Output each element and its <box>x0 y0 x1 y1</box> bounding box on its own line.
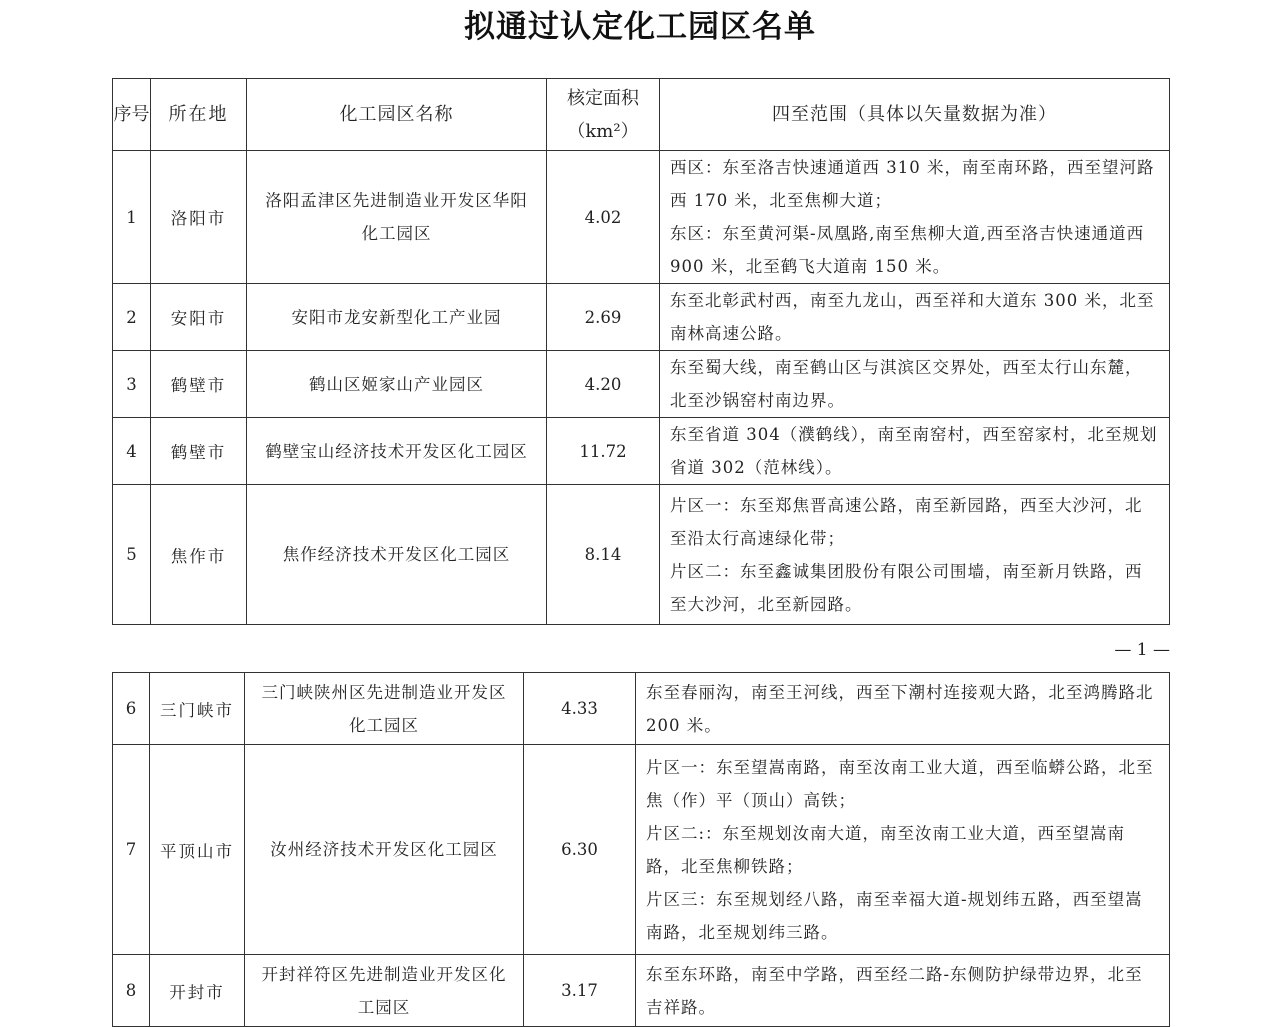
row-area: 11.72 <box>547 418 660 485</box>
row-range <box>636 673 1170 745</box>
row-city: 三门峡市 <box>150 673 245 745</box>
table-body-page-1 <box>113 151 1170 625</box>
header-range: 四至范围（具体以矢量数据为准） <box>660 79 1170 151</box>
row-area: 2.69 <box>547 284 660 351</box>
range-paragraph: 片区一：东至郑焦晋高速公路，南至新园路，西至大沙河，北至沿太行高速绿化带； <box>670 495 1143 548</box>
row-area: 4.33 <box>524 673 636 745</box>
row-range <box>660 151 1170 284</box>
range-paragraph: 片区二:：东至规划汝南大道，南至汝南工业大道，西至望嵩南路，北至焦柳铁路； <box>646 823 1126 876</box>
header-city: 所在地 <box>151 79 247 151</box>
row-city: 鹤壁市 <box>151 418 247 485</box>
row-park-name: 安阳市龙安新型化工产业园 <box>247 284 547 351</box>
row-park-name: 焦作经济技术开发区化工园区 <box>247 485 547 625</box>
header-no: 序号 <box>113 79 151 151</box>
row-area: 4.02 <box>547 151 660 284</box>
header-area-line2: （km²） <box>567 120 639 142</box>
table-row <box>113 151 1170 284</box>
row-area: 3.17 <box>524 955 636 1027</box>
row-city: 洛阳市 <box>151 151 247 284</box>
range-paragraph: 片区三：东至规划经八路，南至幸福大道-规划纬五路，西至望嵩南路，北至规划纬三路。 <box>646 889 1143 942</box>
row-park-name: 汝州经济技术开发区化工园区 <box>245 745 524 955</box>
row-park-name: 三门峡陕州区先进制造业开发区化工园区 <box>245 673 524 745</box>
row-park-name: 开封祥符区先进制造业开发区化工园区 <box>245 955 524 1027</box>
row-city: 焦作市 <box>151 485 247 625</box>
row-no: 6 <box>113 673 150 745</box>
row-range <box>660 418 1170 485</box>
row-no: 3 <box>113 351 151 418</box>
row-park-name: 洛阳孟津区先进制造业开发区华阳化工园区 <box>247 151 547 284</box>
row-range <box>660 284 1170 351</box>
table-row <box>113 485 1170 625</box>
park-table-page-1 <box>112 78 1170 625</box>
header-area <box>547 79 660 151</box>
range-paragraph: 西区：东至洛吉快速通道西 310 米，南至南环路，西至望河路西 170 米，北至焦柳大道； <box>670 158 1155 210</box>
range-paragraph: 东至春丽沟，南至王河线，西至下潮村连接观大路，北至鸿腾路北 200 米。 <box>646 682 1154 735</box>
table-header-row <box>113 79 1170 151</box>
row-area: 8.14 <box>547 485 660 625</box>
row-range <box>660 351 1170 418</box>
table-row <box>113 418 1170 485</box>
row-range <box>636 745 1170 955</box>
range-paragraph: 东至省道 304（濮鹤线），南至南窑村，西至窑家村，北至规划省道 302（范林线）。 <box>670 425 1158 477</box>
row-area: 4.20 <box>547 351 660 418</box>
header-area-line1: 核定面积 <box>567 87 639 109</box>
range-paragraph: 片区一：东至望嵩南路，南至汝南工业大道，西至临蟒公路，北至焦（作）平（顶山）高铁； <box>646 757 1154 810</box>
row-no: 4 <box>113 418 151 485</box>
row-area: 6.30 <box>524 745 636 955</box>
row-range <box>636 955 1170 1027</box>
row-city: 平顶山市 <box>150 745 245 955</box>
range-paragraph: 东至东环路，南至中学路，西至经二路-东侧防护绿带边界，北至吉祥路。 <box>646 964 1143 1017</box>
table-row <box>113 351 1170 418</box>
table-row <box>113 955 1170 1027</box>
table-body-page-2 <box>113 673 1170 1027</box>
range-paragraph: 东区：东至黄河渠-凤凰路,南至焦柳大道,西至洛吉快速通道西 900 米，北至鹤飞大道南 150 米。 <box>670 224 1145 276</box>
range-paragraph: 东至蜀大线，南至鹤山区与淇滨区交界处，西至太行山东麓，北至沙锅窑村南边界。 <box>670 358 1143 410</box>
range-paragraph: 东至北彰武村西，南至九龙山，西至祥和大道东 300 米，北至南林高速公路。 <box>670 291 1155 343</box>
park-table-page-2 <box>112 672 1170 1027</box>
row-city: 安阳市 <box>151 284 247 351</box>
page-title: 拟通过认定化工园区名单 <box>464 9 816 45</box>
row-no: 2 <box>113 284 151 351</box>
row-range <box>660 485 1170 625</box>
table-row <box>113 673 1170 745</box>
row-park-name: 鹤山区姬家山产业园区 <box>247 351 547 418</box>
row-no: 1 <box>113 151 151 284</box>
row-no: 8 <box>113 955 150 1027</box>
header-name: 化工园区名称 <box>247 79 547 151</box>
row-city: 鹤壁市 <box>151 351 247 418</box>
row-park-name: 鹤壁宝山经济技术开发区化工园区 <box>247 418 547 485</box>
table-row <box>113 745 1170 955</box>
row-no: 5 <box>113 485 151 625</box>
page-number: — 1 — <box>1114 640 1170 660</box>
range-paragraph: 片区二：东至鑫诚集团股份有限公司围墙，南至新月铁路，西至大沙河，北至新园路。 <box>670 561 1143 614</box>
row-city: 开封市 <box>150 955 245 1027</box>
table-row <box>113 284 1170 351</box>
row-no: 7 <box>113 745 150 955</box>
